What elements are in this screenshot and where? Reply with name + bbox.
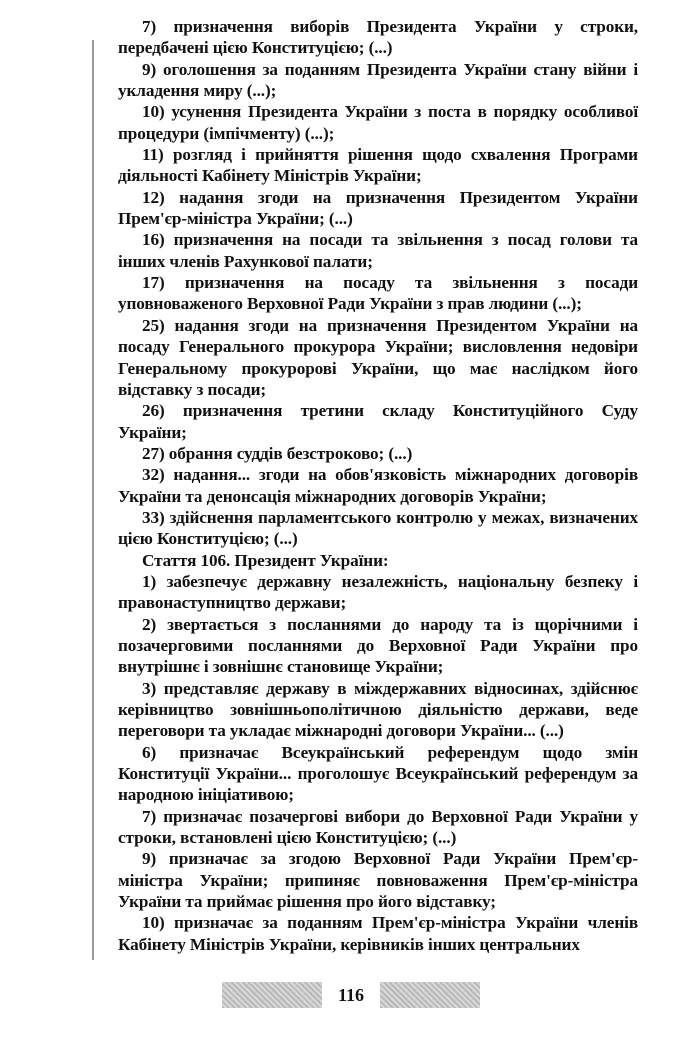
footer-bar-left	[222, 982, 322, 1008]
article-paragraph: 3) представляє державу в міждержавних відносинах, здійснює керівництво зовнішньополітичною діяльністю держави, веде переговори та укладає міжнародні договори України... (...)	[118, 678, 638, 741]
page-number: 116	[337, 985, 364, 1005]
paragraph: 17) призначення на посаду та звільнення з посади уповноваженого Верховної Ради України з прав людини (...);	[118, 273, 638, 314]
article-paragraph: 1) забезпечує державну незалежність, національну безпеку і правонаступництво держави;	[118, 571, 638, 613]
paragraph: 26) призначення третини складу Конституційного Суду України;	[118, 401, 638, 442]
page-body	[118, 16, 638, 955]
margin-line	[92, 40, 94, 960]
page-footer	[0, 978, 700, 1012]
paragraph: 9) оголошення за поданням Президента України стану війни і укладення миру (...);	[118, 59, 638, 101]
article-intro: Президент України:	[230, 550, 389, 570]
paragraph: 32) надання... згоди на обов'язковість міжнародних договорів України та денонсація міжнародних договорів України;	[118, 465, 638, 506]
paragraph: 25) надання згоди на призначення Президентом України на посаду Генерального прокурора України; висловлення недовіри Генеральному прокуророві України, що має наслідком його відставку з посади;	[118, 315, 638, 399]
article-paragraph: 6) призначає Всеукраїнський референдум щодо змін Конституції України... проголошує Всеукраїнський референдум за народною ініціативою;	[118, 742, 638, 805]
article-paragraph: 7) призначає позачергові вибори до Верховної Ради України у строки, встановлені цією Конституцією; (...)	[118, 806, 638, 848]
article-paragraph: 10) призначає за поданням Прем'єр-міністра України членів Кабінету Міністрів України, керівників інших центральних	[118, 913, 638, 954]
paragraph: 12) надання згоди на призначення Президентом України Прем'єр-міністра України; (...)	[118, 187, 638, 229]
article-heading	[118, 550, 638, 571]
footer-bar-right	[380, 982, 480, 1008]
paragraph: 11) розгляд і прийняття рішення щодо схвалення Програми діяльності Кабінету Міністрів України;	[118, 145, 638, 186]
paragraph: 7) призначення виборів Президента України у строки, передбачені цією Конституцією; (...)	[118, 17, 638, 58]
paragraph: 33) здійснення парламентського контролю у межах, визначених цією Конституцією; (...)	[118, 507, 638, 549]
article-title: Стаття 106.	[142, 550, 231, 570]
article-paragraph: 9) призначає за згодою Верховної Ради України Прем'єр-міністра України; припиняє повноваження Прем'єр-міністра України та приймає рішення про його відставку;	[118, 849, 638, 912]
paragraph: 27) обрання суддів безстроково; (...)	[142, 443, 413, 463]
article-paragraph: 2) звертається з посланнями до народу та із щорічними і позачерговими посланнями до Верховної Ради України про внутрішнє і зовнішнє становище України;	[118, 614, 638, 677]
paragraph: 16) призначення на посади та звільнення з посад голови та інших членів Рахункової палати;	[118, 230, 638, 271]
paragraph: 10) усунення Президента України з поста в порядку особливої процедури (імпічменту) (...);	[118, 102, 638, 143]
